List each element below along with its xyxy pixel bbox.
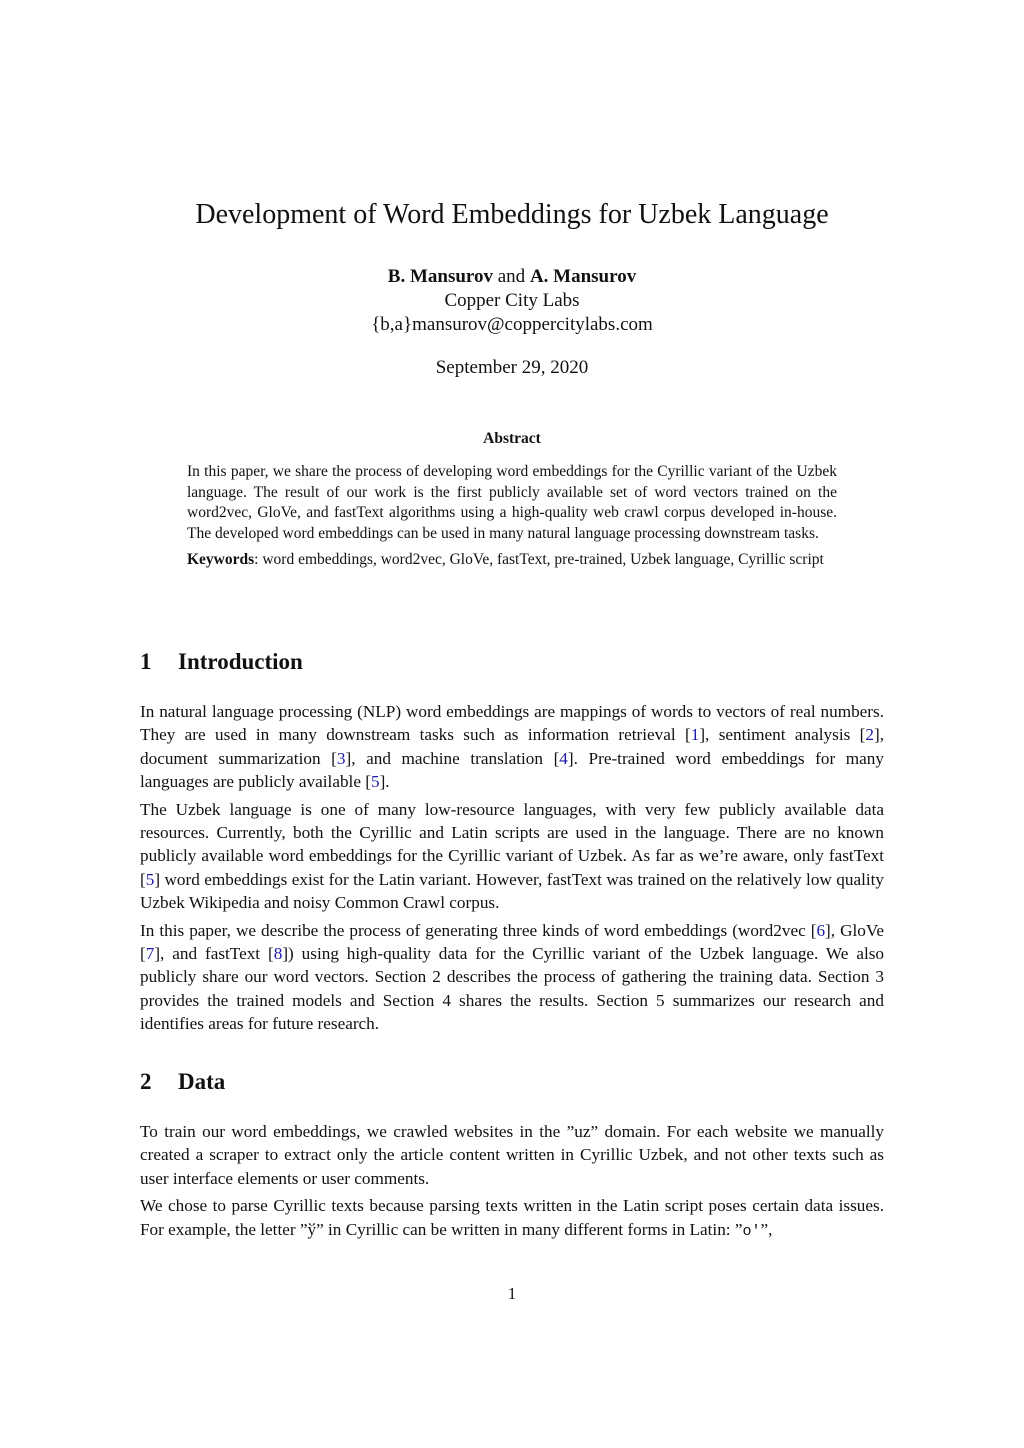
section-number: 1: [140, 649, 152, 674]
text-run: The Uzbek language is one of many low-resource languages, with very few publicly available data resources. Currently, both the Cyrillic and Latin scripts are used in the language. There are no known publicly available word embeddings for the Cyrillic variant of Uzbek. As far as we’re aware, only fastText [: [140, 799, 884, 889]
keywords: [187, 550, 837, 571]
citation-link[interactable]: 7: [145, 944, 155, 964]
text-run: ].: [379, 772, 390, 792]
paragraph: [140, 700, 884, 794]
section-body-data: [140, 1120, 884, 1247]
text-run: ], sentiment analysis [: [699, 725, 866, 745]
section-heading-introduction: [140, 649, 303, 675]
section-body-introduction: [140, 700, 884, 1040]
citation-link[interactable]: 3: [336, 748, 346, 768]
text-run: ] word embeddings exist for the Latin variant. However, fastText was trained on the relatively low quality Uzbek Wikipedia and noisy Common Crawl corpus.: [140, 869, 884, 913]
paragraph: [140, 1120, 884, 1190]
paragraph: [140, 798, 884, 915]
citation-link[interactable]: 5: [370, 772, 380, 792]
text-run: In this paper, we describe the process of generating three kinds of word embeddings (word2vec [: [140, 920, 817, 940]
citation-link[interactable]: 6: [816, 920, 826, 940]
citation-link[interactable]: 2: [865, 725, 874, 745]
keywords-list: : word embeddings, word2vec, GloVe, fastText, pre-trained, Uzbek language, Cyrillic script: [254, 551, 824, 569]
keywords-label: Keywords: [187, 551, 255, 569]
code-text: o': [742, 1222, 761, 1240]
paper-date: September 29, 2020: [435, 357, 589, 378]
text-run: ], and machine translation [: [345, 748, 560, 768]
abstract-heading: Abstract: [483, 430, 541, 447]
page-number: 1: [507, 1284, 517, 1303]
section-title: Data: [178, 1069, 226, 1094]
paragraph: [140, 919, 884, 1036]
text-run: ], document summarization [: [140, 725, 884, 768]
section-number: 2: [140, 1069, 152, 1094]
email: {b,a}mansurov@coppercitylabs.com: [371, 314, 653, 335]
author-name: B. Mansurov: [387, 266, 493, 287]
affiliation: Copper City Labs: [444, 290, 580, 311]
text-run: ], and fastText [: [154, 944, 274, 964]
citation-link[interactable]: 8: [273, 944, 283, 964]
text-run: We chose to parse Cyrillic texts because parsing texts written in the Latin script poses certain data issues. For example, the letter ”ў” in Cyrillic can be written in many different forms in Latin: ”: [140, 1196, 884, 1239]
citation-link[interactable]: 4: [559, 748, 568, 768]
text-run: ]) using high-quality data for the Cyrillic variant of the Uzbek language. We also publicly share our word vectors. Section 2 describes the process of gathering the training data. Section 3 provides the trained models and Section 4 shares the results. Section 5 summarizes our research and identifies areas for future research.: [140, 944, 884, 1034]
author-block: [0, 265, 1024, 337]
text-run: ], GloVe [: [140, 920, 885, 964]
text-run: In natural language processing (NLP) word embeddings are mappings of words to vectors of real numbers. They are used in many downstream tasks such as information retrieval [: [140, 702, 884, 745]
text-run: ]. Pre-trained word embeddings for many languages are publicly available [: [140, 748, 884, 792]
text-run: To train our word embeddings, we crawled websites in the ”uz” domain. For each website we manually created a scraper to extract only the article content written in Cyrillic Uzbek, and not other texts such as user interface elements or user comments.: [140, 1122, 884, 1188]
author-conjunction: and: [493, 266, 530, 287]
citation-link[interactable]: 1: [690, 725, 700, 745]
section-title: Introduction: [178, 649, 303, 674]
author-name: A. Mansurov: [529, 266, 637, 287]
text-run: ”,: [760, 1219, 773, 1239]
section-heading-data: [140, 1069, 225, 1095]
abstract-text: In this paper, we share the process of developing word embeddings for the Cyrillic variant of the Uzbek language. The result of our work is the first publicly available set of word vectors trained on the word2vec, GloVe, and fastText algorithms using a high-quality web crawl corpus developed in-house. The developed word embeddings can be used in many natural language processing downstream tasks.: [187, 463, 837, 542]
paper-title: Development of Word Embeddings for Uzbek Language: [195, 199, 829, 230]
paragraph: [140, 1194, 884, 1243]
abstract: [187, 462, 837, 577]
citation-link[interactable]: 5: [145, 869, 155, 889]
